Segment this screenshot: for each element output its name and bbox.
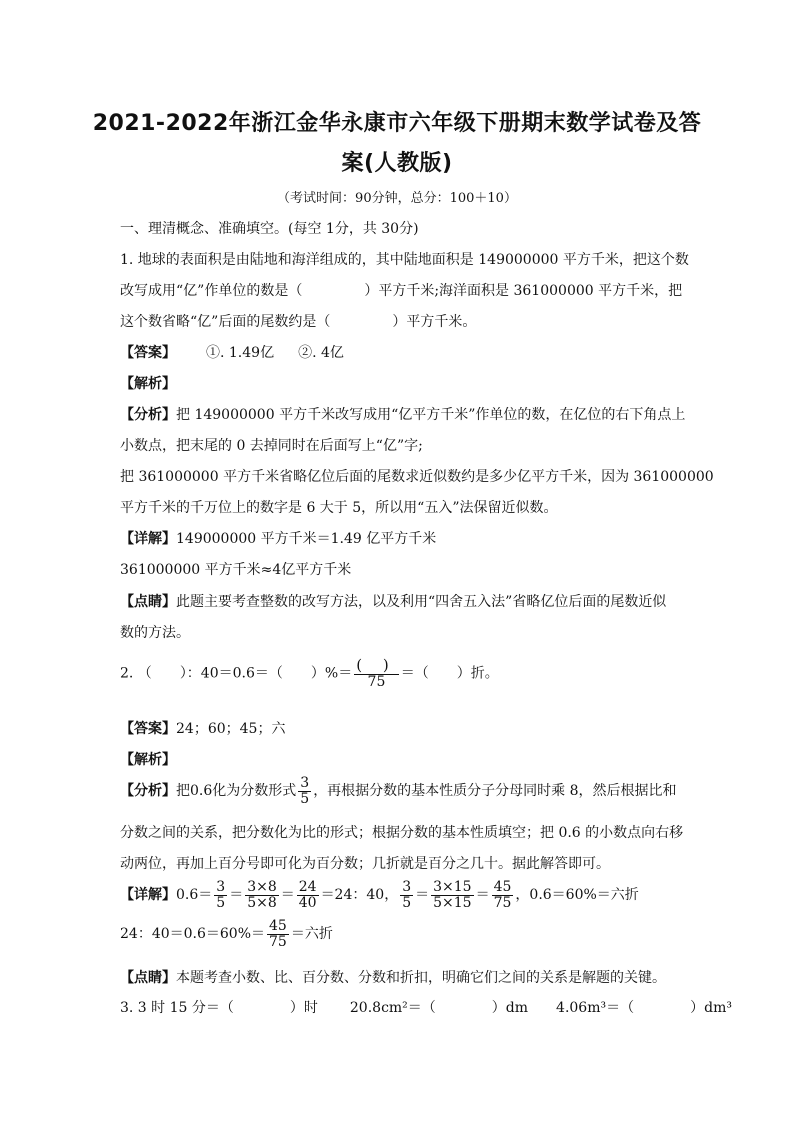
q2-x1-c: ，0.6＝60%＝六折: [515, 887, 639, 904]
q3-e: 4.06m³＝（: [556, 1000, 635, 1016]
frac-den: 5: [216, 894, 226, 911]
q1-fenxi-2: 小数点，把末尾的 0 去掉同时在后面写上“亿”字;: [120, 438, 423, 454]
q1-dianjing-2: 数的方法。: [120, 625, 190, 641]
fraction: [431, 880, 473, 910]
q3-question: [120, 997, 732, 1017]
q2-xiangjie-1: [120, 880, 639, 910]
q2-answer-text: 24；60；45；六: [176, 721, 286, 737]
q1-line2-b: ）平方千米;海洋面积是 361000000 平方千米，把: [364, 283, 683, 299]
answer-label: 【答案】: [120, 345, 176, 361]
frac-den: 75: [493, 894, 512, 911]
frac-num: 45: [269, 918, 287, 934]
q2-x2-b: ＝六折: [290, 926, 333, 943]
q2-x1-a: 0.6＝: [176, 887, 213, 904]
xiangjie-label: 【详解】: [120, 887, 176, 904]
q2-mid2: ）%＝: [310, 665, 353, 682]
q1-dianjing-1-text: 此题主要考查整数的改写方法，以及利用“四舍五入法”省略亿位后面的尾数近似: [176, 594, 667, 610]
equals: ＝: [415, 887, 430, 904]
frac-num: 3: [300, 775, 310, 791]
document-title-line1: 2021-2022年浙江金华永康市六年级下册期末数学试卷及答: [92, 111, 702, 136]
q1-fenxi-1: [120, 404, 685, 424]
q3-c: 20.8cm²＝（: [349, 1000, 436, 1016]
q1-fenxi-1-text: 把 149000000 平方千米改写成用“亿平方千米”作单位的数，在亿位的右下角点上: [176, 407, 686, 423]
fraction: [214, 880, 227, 910]
dianjing-label: 【点睛】: [120, 594, 176, 610]
fraction: [492, 880, 514, 910]
frac-num: 3×8: [247, 879, 277, 895]
frac-num: 3: [216, 879, 226, 895]
frac-den: 75: [269, 933, 287, 950]
q1-fenxi-4: 平方千米的千万位上的数字是 6 大于 5，所以用“五入”法保留近似数。: [120, 500, 558, 516]
q2-fenxi-1: [120, 776, 677, 806]
q2-fenxi-2: 分数之间的关系，把分数化为比的形式；根据分数的基本性质填空；把 0.6 的小数点向右移: [120, 825, 684, 841]
q3-b: ）时: [289, 1000, 318, 1016]
frac-num: 3: [402, 879, 412, 895]
q2-fraction: [354, 658, 398, 689]
q2-question: [120, 658, 499, 689]
exam-meta: （考试时间：90分钟，总分：100＋10）: [277, 191, 517, 206]
document-title-line2: 案(人教版): [341, 151, 453, 176]
q2-answer: [120, 718, 285, 738]
fraction: [400, 880, 413, 910]
fraction: [297, 880, 319, 910]
q2-end: ）折。: [456, 665, 499, 682]
q1-answer-1: ①. 1.49亿: [206, 345, 275, 361]
q1-line3-b: ）平方千米。: [392, 314, 477, 330]
frac-den: 5: [300, 790, 310, 807]
dianjing-label: 【点睛】: [120, 970, 176, 986]
q2-fenxi-fraction: [298, 776, 311, 806]
q2-xiangjie-2: [120, 919, 333, 949]
q3-f: ）dm³: [690, 1000, 732, 1016]
q1-line2-a: 改写成用“亿”作单位的数是（: [120, 283, 303, 299]
equals: ＝: [475, 887, 490, 904]
q1-line2: [120, 280, 682, 300]
frac-den: 40: [298, 894, 317, 911]
frac-num: 45: [493, 879, 512, 895]
q2-dianjing: [120, 967, 666, 987]
xiangjie-label: 【详解】: [120, 531, 176, 547]
q2-x2-a: 24：40＝0.6＝60%＝: [120, 926, 266, 943]
q2-mid1: ）：40＝0.6＝（: [179, 665, 283, 682]
answer-label: 【答案】: [120, 721, 176, 737]
q1-dianjing-1: [120, 591, 666, 611]
q2-x1-b: ＝24：40，: [320, 887, 399, 904]
q1-answer-2: ②. 4亿: [298, 345, 344, 361]
q3-d: ）dm: [491, 1000, 529, 1016]
frac-den: 5: [402, 894, 412, 911]
frac-num: 24: [298, 879, 317, 895]
q1-xiangjie-1: [120, 528, 436, 548]
equals: ＝: [229, 887, 244, 904]
q2-jiexi-label: 【解析】: [120, 752, 176, 768]
q2-fraction-den: 75: [367, 673, 386, 690]
q1-jiexi-label: 【解析】: [120, 376, 176, 392]
q2-prefix: 2. （: [120, 665, 152, 682]
q1-line1: 1. 地球的表面积是由陆地和海洋组成的，其中陆地面积是 149000000 平方千米，把这个数: [120, 252, 689, 268]
q1-xiangjie-1-text: 149000000 平方千米＝1.49 亿平方千米: [176, 531, 437, 547]
frac-den: 5×8: [247, 894, 277, 911]
equals: ＝: [280, 887, 295, 904]
q2-dianjing-text: 本题考查小数、比、百分数、分数和折扣，明确它们之间的关系是解题的关键。: [176, 970, 666, 986]
q1-fenxi-3: 把 361000000 平方千米省略亿位后面的尾数求近似数约是多少亿平方千米，因为 361000000: [120, 469, 714, 485]
q1-answer: [120, 342, 344, 362]
frac-num: 3×15: [433, 879, 472, 895]
fenxi-label: 【分析】: [120, 783, 176, 800]
q2-fenxi-1a: 把0.6化为分数形式: [176, 783, 297, 800]
q2-fenxi-3: 动两位，再加上百分号即可化为百分数；几折就是百分之几十。据此解答即可。: [120, 856, 610, 872]
q2-fraction-num: ( ): [356, 656, 397, 674]
fraction: [267, 919, 289, 949]
q1-xiangjie-2: 361000000 平方千米≈4亿平方千米: [120, 562, 352, 578]
fraction: [245, 880, 279, 910]
q2-fenxi-1b: ，再根据分数的基本性质分子分母同时乘 8，然后根据比和: [313, 783, 677, 800]
fenxi-label: 【分析】: [120, 407, 176, 423]
q2-mid3: ＝（: [400, 665, 429, 682]
q1-line3: [120, 311, 476, 331]
section-heading: 一、理清概念、准确填空。(每空 1分，共 30分): [120, 221, 419, 237]
frac-den: 5×15: [433, 894, 472, 911]
q3-a: 3. 3 时 15 分＝（: [120, 1000, 234, 1016]
q1-line3-a: 这个数省略“亿”后面的尾数约是（: [120, 314, 331, 330]
